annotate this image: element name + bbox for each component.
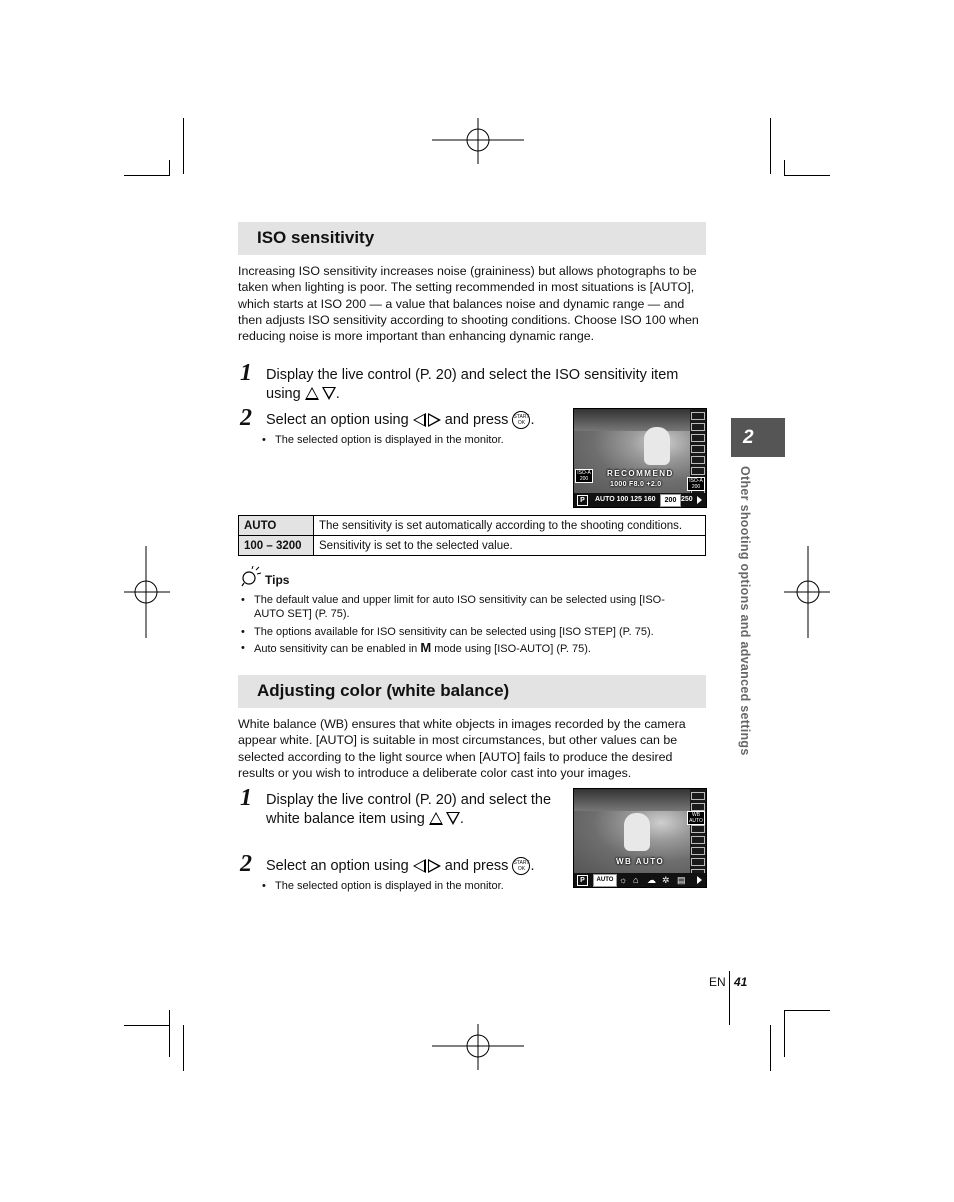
right-arrow-icon [428,413,441,427]
section-header-wb [238,675,706,708]
crop-mark [183,118,184,174]
wb-badge: WB AUTO [687,811,705,825]
down-arrow-icon [322,387,336,400]
iso-option-selected: 200 [660,494,681,507]
iso-badge-right: ISO-A 200 [687,477,705,491]
crop-mark [183,1025,184,1071]
up-arrow-icon [305,387,319,400]
screen-photo-trees [574,789,690,811]
shooting-mode: P [577,875,588,886]
exposure-readout: 1000 F8.0 +2.0 [610,481,662,488]
crop-mark [169,160,170,176]
camera-screen-wb [573,788,707,888]
screen-photo-subject [624,813,650,851]
list-item: • The selected option is displayed in the monitor. [275,879,565,893]
screen-photo-subject [644,427,670,465]
section-title: Adjusting color (white balance) [257,681,510,700]
tip-text-suffix: mode using [ISO-AUTO] (P. 75). [434,643,591,655]
registration-mark [432,118,524,164]
crop-mark [784,1010,785,1057]
iso-intro: Increasing ISO sensitivity increases noise (graininess) but allows photographs to be taken when lighting is poor. The setting recommended in most situations is [AUTO], which starts at ISO 200 — a value that balances noise and dynamic range — and then adjusts ISO sensitivity according to shooting conditions. Choose ISO 100 when reducing noise is more important than enhancing dynamic range. [238,264,699,344]
table-row [239,536,706,556]
list-item [254,641,704,656]
option-bar [574,873,706,887]
shooting-mode: P [577,495,588,506]
tips-title: Tips [265,573,290,587]
table-cell-key: 100 – 3200 [239,536,314,556]
step-text: Display the live control (P. 20) and select the ISO sensitivity item using . [266,367,679,402]
step-number: 2 [240,405,252,431]
section-title: ISO sensitivity [257,228,375,247]
screen-photo-trees [574,409,690,431]
left-arrow-icon [413,413,426,427]
and-press-label: and press [444,858,509,874]
crop-mark [124,1025,170,1026]
crop-mark [124,175,170,176]
registration-mark [124,546,170,638]
list-item: • The selected option is displayed in the monitor. [275,433,565,447]
registration-mark [784,546,830,638]
chapter-tab: 2 [731,418,785,457]
iso-badge-left: ISO-A 200 [575,469,593,483]
table-cell-key: AUTO [239,516,314,536]
ok-button-icon: START OK [512,411,530,429]
wb-option-selected: AUTO [593,874,617,887]
tips-lightbulb-icon [240,566,262,588]
camera-screen-iso [573,408,707,508]
crop-mark [784,175,830,176]
step-text-label: Display the live control (P. 20) and select the ISO sensitivity item using [266,367,679,402]
page-number: 41 [734,975,748,989]
scroll-right-icon [697,496,702,504]
iso-options: AUTO 100 125 160 [595,496,656,503]
tungsten-icon: ✲ [662,875,670,885]
crop-mark [169,1010,170,1057]
iso-options-table [238,515,706,556]
section-header-iso [238,222,706,255]
list-item: • The options available for ISO sensitivity can be selected using [ISO STEP] (P. 75). [254,625,704,639]
option-bar [574,493,706,507]
table-cell-desc: The sensitivity is set automatically according to the shooting conditions. [314,516,706,536]
step-number: 1 [240,360,252,386]
crop-mark [770,1025,771,1071]
cloud-icon: ☁ [647,875,656,885]
screen-side-icons [690,789,706,873]
step-text-label: Select an option using [266,412,409,428]
chapter-label: Other shooting options and advanced settings [738,466,752,756]
fluorescent-icon: ▤ [677,875,686,885]
crop-mark [770,118,771,174]
tip-text-prefix: Auto sensitivity can be enabled in [254,643,418,655]
wb-intro: White balance (WB) ensures that white objects in images recorded by the camera appear white. [AUTO] is suitable in most circumstances, but other values can be selected according to the light source when [AUTO] fails to produce the desired results or you wish to introduce a deliberate color cast into your images. [238,717,686,780]
step-number: 1 [240,785,252,811]
step-text: Select an option using and press START OK . [266,858,535,874]
scroll-right-icon [697,876,702,884]
up-arrow-icon [429,812,443,825]
step-text-label: Select an option using [266,858,409,874]
footer-divider [729,971,730,1025]
step-number: 2 [240,851,252,877]
crop-mark [784,1010,830,1011]
table-cell-desc: Sensitivity is set to the selected value. [314,536,706,556]
sun-icon: ☼ [619,875,628,885]
footer-lang: EN [709,975,726,989]
registration-mark [432,1024,524,1070]
and-press-label: and press [444,412,509,428]
list-item: • The default value and upper limit for auto ISO sensitivity can be selected using [ISO-AUTO SET] (P. 75). [254,593,694,621]
ok-button-icon: START OK [512,857,530,875]
shade-icon: ⌂ [633,875,639,885]
iso-option-next: 250 [681,496,693,503]
left-arrow-icon [413,859,426,873]
step-text-label: Display the live control (P. 20) and select the white balance item using [266,792,552,827]
mode-m-label: M [420,640,432,655]
right-arrow-icon [428,859,441,873]
crop-mark [784,160,785,176]
table-row [239,516,706,536]
down-arrow-icon [446,812,460,825]
step-text: Display the live control (P. 20) and select the white balance item using . [266,792,552,827]
recommend-label: RECOMMEND [607,469,674,478]
wb-auto-label: WB AUTO [616,857,665,866]
step-text: Select an option using and press START OK . [266,412,535,428]
